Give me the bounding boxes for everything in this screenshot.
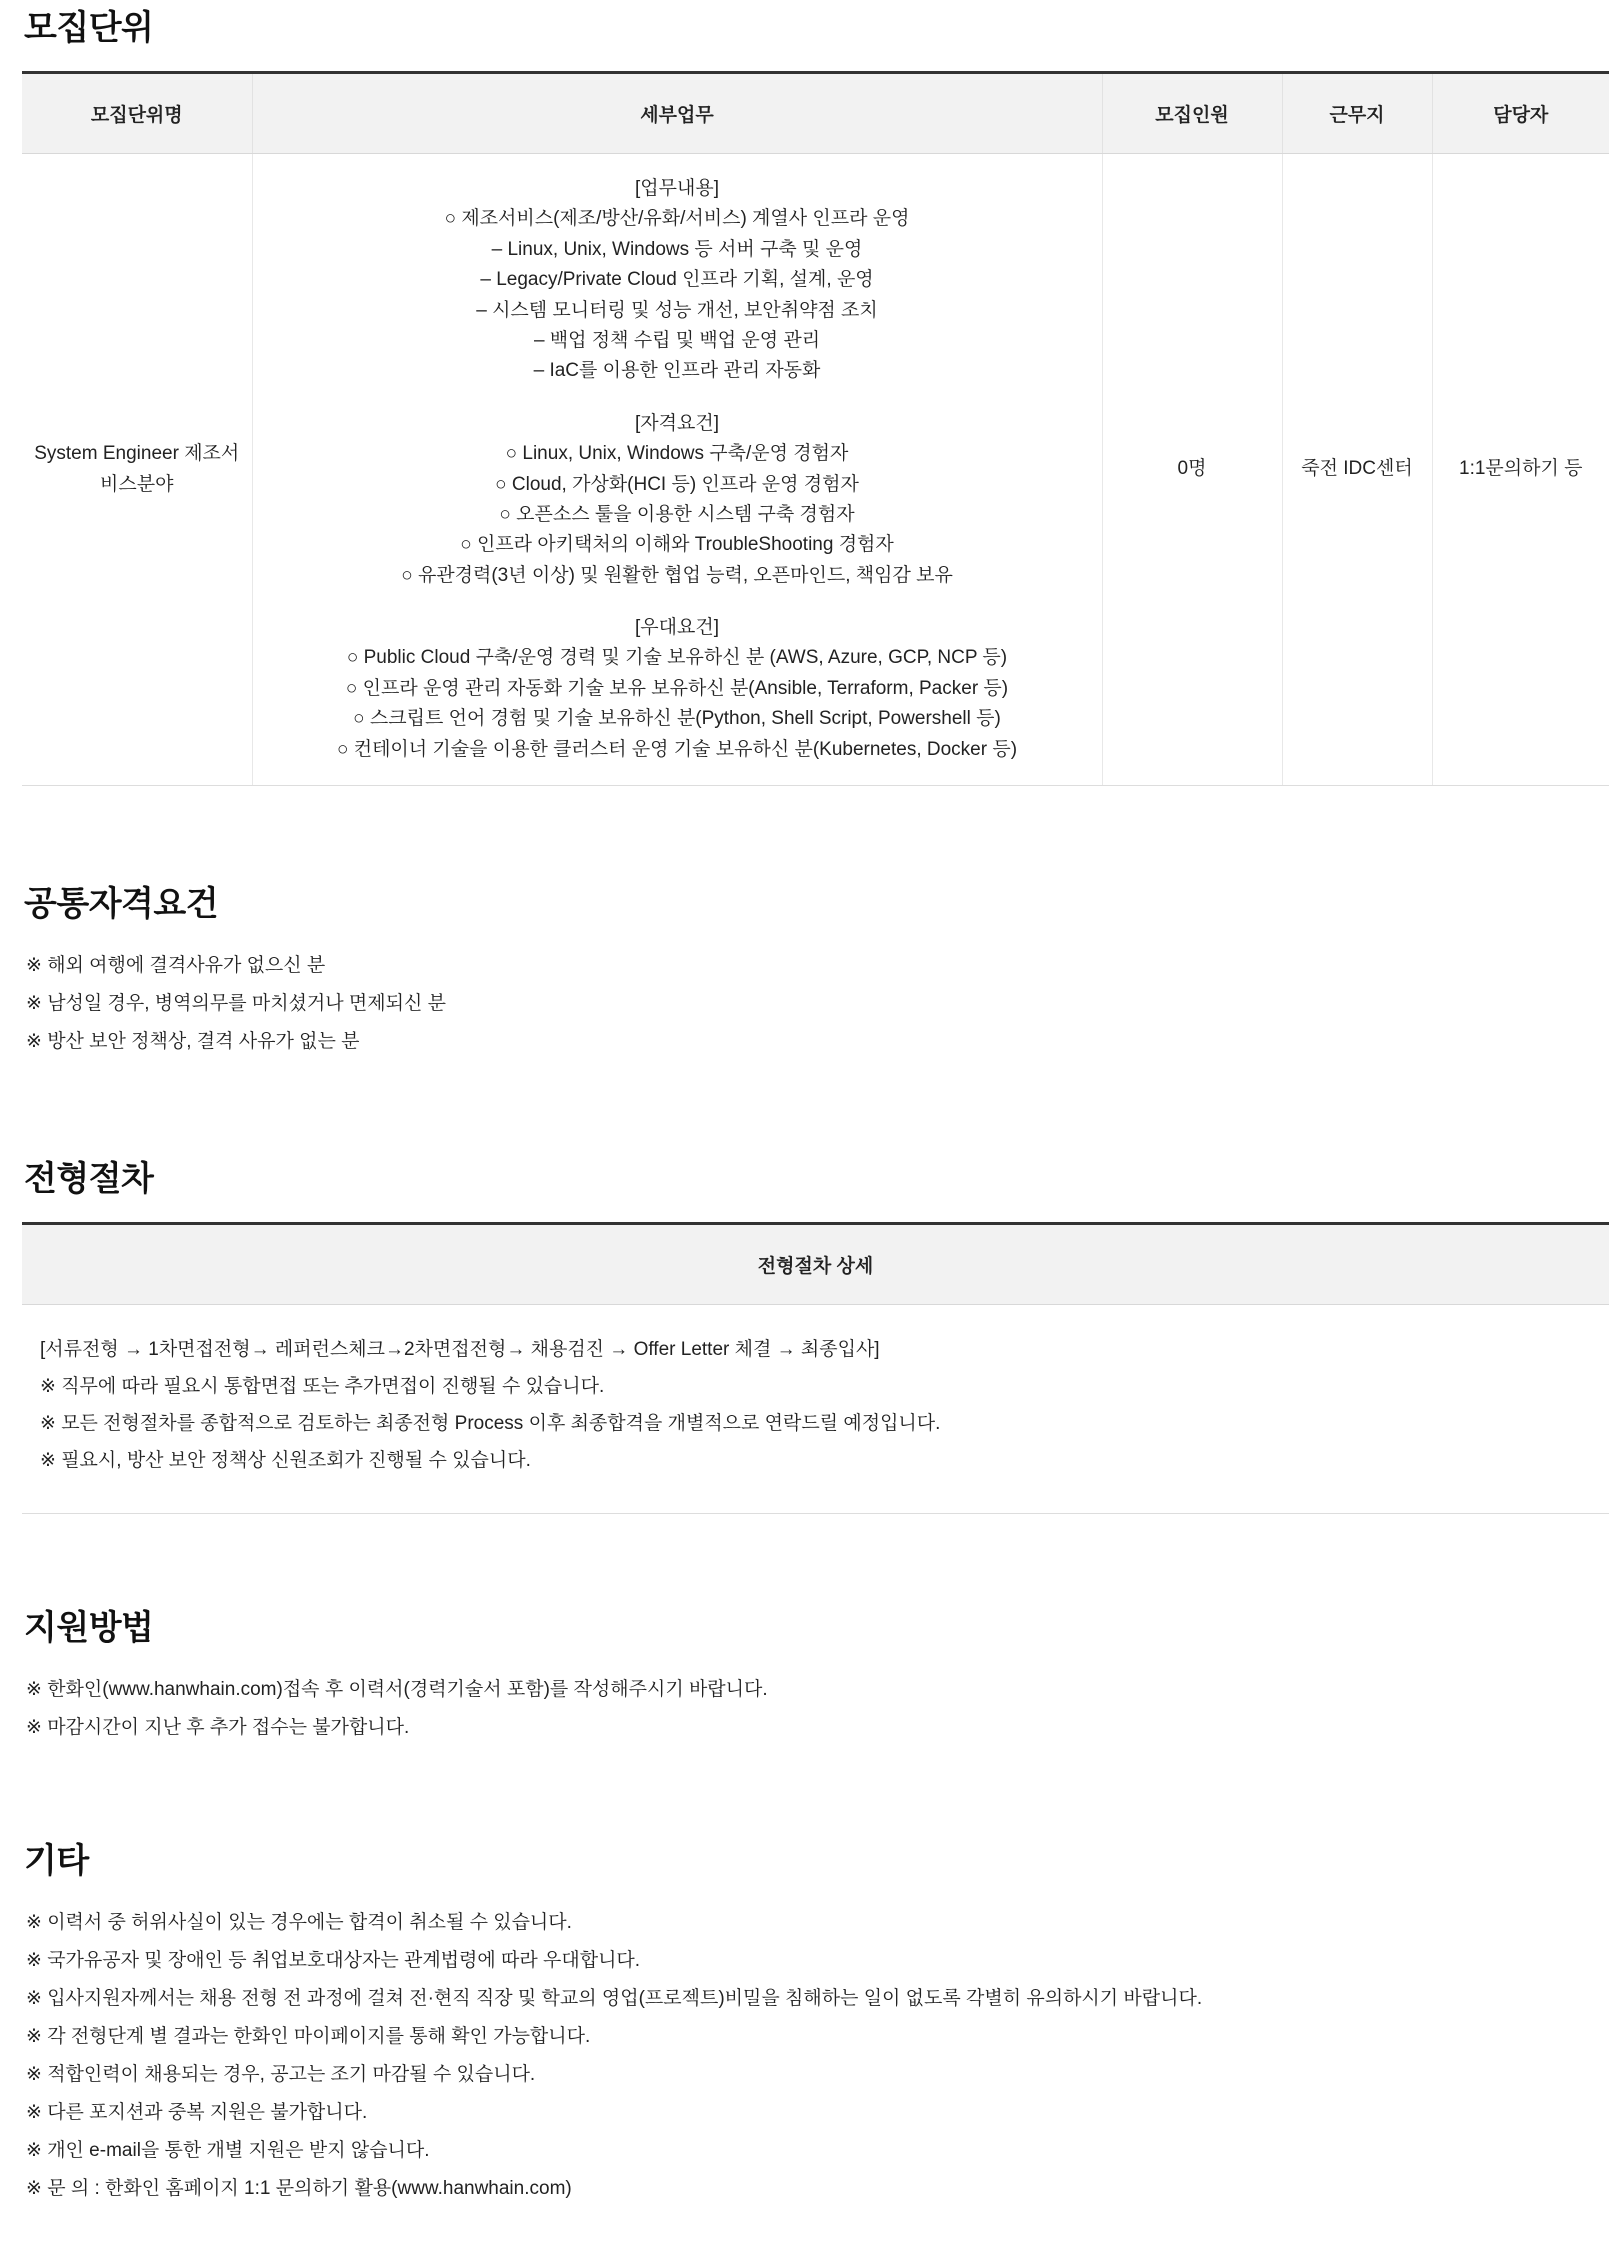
section-apply: [0, 1600, 1609, 1747]
detail-line: ○ 인프라 운영 관리 자동화 기술 보유 보유하신 분(Ansible, Terraform, Packer 등): [345, 677, 1009, 699]
column-header-detail: 세부업무: [252, 73, 1102, 154]
process-table: [22, 1222, 1609, 1514]
detail-line: – IaC를 이용한 인프라 관리 자동화: [533, 360, 821, 382]
detail-line: ○ 유관경력(3년 이상) 및 원활한 협업 능력, 오픈마인드, 책임감 보유: [401, 564, 953, 586]
etc-note-list: [24, 1904, 1585, 2208]
list-item: ※ 입사지원자께서는 채용 전형 전 과정에 걸쳐 전·현직 직장 및 학교의 영업(프로젝트)비밀을 침해하는 일이 없도록 각별히 유의하시기 바랍니다.: [26, 1988, 1203, 2010]
cell-job-detail: [252, 154, 1102, 786]
detail-line: ○ Cloud, 가상화(HCI 등) 인프라 운영 경험자: [495, 473, 859, 495]
column-header-count: 모집인원: [1102, 73, 1282, 154]
section-process: [0, 1151, 1609, 1200]
process-line: ※ 모든 전형절차를 종합적으로 검토하는 최종전형 Process 이후 최종합격을 개별적으로 연락드릴 예정입니다.: [40, 1413, 941, 1435]
table-row: [22, 154, 1609, 786]
process-line: [서류전형 → 1차면접전형→ 레퍼런스체크→2차면접전형→ 채용검진 → Offer Letter 체결 → 최종입사]: [40, 1339, 880, 1361]
section-recruit: [0, 0, 1609, 49]
process-line: ※ 직무에 따라 필요시 통합면접 또는 추가면접이 진행될 수 있습니다.: [40, 1376, 605, 1398]
detail-line: ○ 제조서비스(제조/방산/유화/서비스) 계열사 인프라 운영: [444, 208, 910, 230]
detail-line: – 백업 정책 수립 및 백업 운영 관리: [533, 329, 821, 351]
detail-heading: [우대요건]: [635, 617, 719, 639]
cell-workplace: 죽전 IDC센터: [1282, 154, 1432, 786]
detail-group-duties: [265, 174, 1090, 387]
cell-headcount: 0명: [1102, 154, 1282, 786]
list-item: ※ 마감시간이 지난 후 추가 접수는 불가합니다.: [26, 1717, 410, 1739]
detail-line: ○ 스크립트 언어 경험 및 기술 보유하신 분(Python, Shell Script, Powershell 등): [353, 708, 1001, 730]
cell-unit-name: System Engineer 제조서비스분야: [22, 154, 252, 786]
detail-heading: [업무내용]: [635, 178, 719, 199]
section-etc: [0, 1833, 1609, 2208]
list-item: ※ 각 전형단계 별 결과는 한화인 마이페이지를 통해 확인 가능합니다.: [26, 2026, 591, 2048]
page-title-etc: 기타: [24, 1842, 89, 1881]
page-title-recruit: 모집단위: [24, 9, 154, 47]
list-item: ※ 다른 포지션과 중복 지원은 불가합니다.: [26, 2102, 368, 2124]
detail-line: ○ Public Cloud 구축/운영 경력 및 기술 보유하신 분 (AWS, Azure, GCP, NCP 등): [346, 647, 1008, 669]
detail-line: – Legacy/Private Cloud 인프라 기획, 설계, 운영: [480, 269, 874, 291]
table-header-row: [22, 73, 1609, 154]
page-title-apply: 지원방법: [24, 1609, 154, 1648]
detail-group-preferred: [265, 613, 1090, 765]
table-header-row: [22, 1224, 1609, 1305]
list-item: ※ 문 의 : 한화인 홈페이지 1:1 문의하기 활용(www.hanwhain.com): [26, 2178, 572, 2200]
list-item: ※ 적합인력이 채용되는 경우, 공고는 조기 마감될 수 있습니다.: [26, 2064, 536, 2086]
detail-heading: [자격요건]: [635, 412, 719, 434]
list-item: ※ 개인 e-mail을 통한 개별 지원은 받지 않습니다.: [26, 2140, 430, 2162]
apply-note-list: [24, 1671, 1585, 1747]
list-item: ※ 해외 여행에 결격사유가 없으신 분: [26, 955, 326, 977]
detail-line: – 시스템 모니터링 및 성능 개선, 보안취약점 조치: [476, 299, 878, 321]
detail-line: – Linux, Unix, Windows 등 서버 구축 및 운영: [491, 238, 863, 260]
page-title-common-qualification: 공통자격요건: [24, 885, 219, 924]
page-title-process: 전형절차: [24, 1160, 154, 1199]
detail-group-qualifications: [265, 409, 1090, 591]
recruit-table: [22, 71, 1609, 786]
common-qualification-list: [24, 947, 1585, 1061]
column-header-name: 모집단위명: [22, 73, 252, 154]
detail-line: ○ 오픈소스 툴을 이용한 시스템 구축 경험자: [499, 503, 855, 525]
table-row: [22, 1305, 1609, 1514]
list-item: ※ 이력서 중 허위사실이 있는 경우에는 합격이 취소될 수 있습니다.: [26, 1912, 572, 1934]
list-item: ※ 남성일 경우, 병역의무를 마치셨거나 면제되신 분: [26, 993, 446, 1015]
list-item: ※ 방산 보안 정책상, 결격 사유가 없는 분: [26, 1031, 360, 1053]
detail-line: ○ Linux, Unix, Windows 구축/운영 경험자: [505, 443, 849, 465]
list-item: ※ 한화인(www.hanwhain.com)접속 후 이력서(경력기술서 포함)를 작성해주시기 바랍니다.: [26, 1679, 768, 1701]
section-common-qualification: [0, 876, 1609, 1061]
column-header-process-detail: 전형절차 상세: [22, 1224, 1609, 1305]
detail-line: ○ 인프라 아키택처의 이해와 TroubleShooting 경험자: [460, 534, 894, 556]
column-header-place: 근무지: [1282, 73, 1432, 154]
process-line: ※ 필요시, 방산 보안 정책상 신원조회가 진행될 수 있습니다.: [40, 1450, 531, 1472]
detail-line: ○ 컨테이너 기술을 이용한 클러스터 운영 기술 보유하신 분(Kubernetes, Docker 등): [336, 738, 1018, 760]
cell-manager: 1:1문의하기 등: [1432, 154, 1609, 786]
column-header-manager: 담당자: [1432, 73, 1609, 154]
list-item: ※ 국가유공자 및 장애인 등 취업보호대상자는 관계법령에 따라 우대합니다.: [26, 1950, 641, 1972]
cell-process-detail: [22, 1305, 1609, 1514]
